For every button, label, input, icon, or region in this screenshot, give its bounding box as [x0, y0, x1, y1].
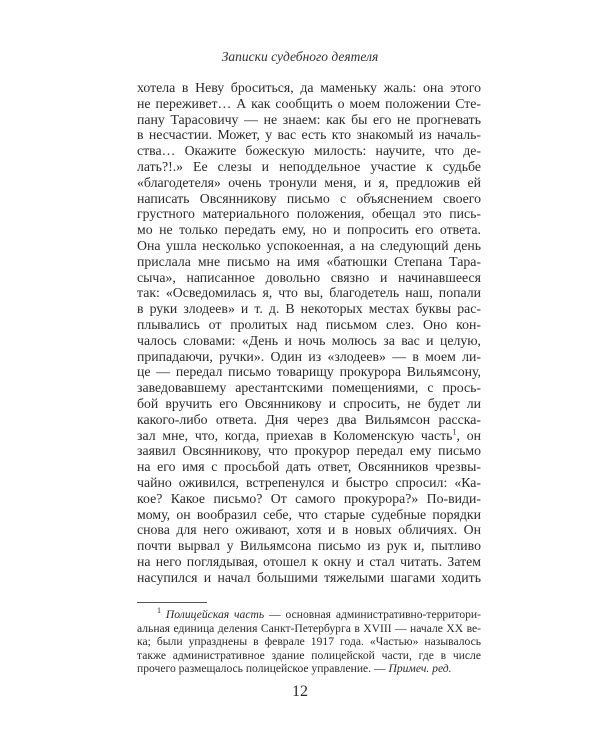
body-line: [137, 127, 481, 143]
body-line-text: мому, он вообразил себе, что старые судебные порядки: [137, 506, 481, 522]
body-line: [137, 270, 481, 286]
body-line-text: сыча», написанное довольно связно и начинавшееся: [137, 269, 481, 285]
footnote-divider: [137, 602, 207, 603]
body-line: [137, 238, 481, 254]
body-line-text: грустного материального положения, обещал это пись-: [137, 206, 481, 222]
body-line: [137, 143, 481, 159]
footnote-line: [137, 608, 481, 622]
body-line-text: , он: [456, 427, 481, 443]
footnote-line: также административное здание полицейской части, где в числе: [137, 648, 481, 662]
footnote-attribution: Примеч. ред.: [388, 662, 452, 676]
body-line-text: на него поглядывая, отошел к окну и стал читать. Затем: [137, 553, 481, 569]
body-line: [137, 80, 481, 96]
body-line-text: снова для него оживают, хотя и в новых обличиях. Он: [137, 522, 481, 538]
body-line: [137, 570, 481, 586]
body-line: [137, 428, 481, 444]
body-line-text: заявил Овсянникову, что прокурор передал ему письмо: [137, 443, 481, 459]
body-line: [137, 380, 481, 396]
footnote-marker: 1: [157, 606, 161, 616]
body-line-text: чайно оживился, встрепенулся и быстро спросил: «Ка-: [137, 474, 481, 490]
body-line-text: бой вручить его Овсянникову и спросить, не будет ли: [137, 395, 481, 411]
body-line-text: лать?!.» Ее слезы и неподдельное участие к судьбе: [137, 158, 481, 174]
body-line-text: написать Овсянникову письмо с объяснением своего: [137, 190, 481, 206]
body-line-text: пану Тарасовичу — не знаем: как бы его не прогневать: [137, 111, 481, 127]
body-line-text: плывались от пролитых над письмом слез. Оно кон-: [137, 316, 481, 332]
body-line-text: в несчастии. Может, у вас есть кто знакомый из началь-: [137, 127, 481, 143]
body-line-text: кое? Какое письмо? От самого прокурора?» По-види-: [137, 490, 481, 506]
body-line: [137, 112, 481, 128]
body-line: [137, 317, 481, 333]
body-line-text: припадаючи, ручки». Один из «злодеев» — в моем ли-: [137, 348, 481, 364]
body-line: [137, 396, 481, 412]
body-line: [137, 554, 481, 570]
body-line: [137, 159, 481, 175]
footnote-reference[interactable]: 1: [452, 426, 457, 436]
body-line: [137, 96, 481, 112]
body-line-text: в руки злодеев» и т. д. В некоторых местах буквы рас-: [137, 301, 481, 317]
body-line: [137, 301, 481, 317]
footnote: [137, 608, 481, 676]
body-line-text: на его имя с просьбой дать ответ, Овсянников чрезвы-: [137, 459, 481, 475]
body-line-text: мо не только передать ему, но и попросить его ответа.: [137, 222, 481, 238]
footnote-text: прочего размещалось полицейское управление. —: [137, 662, 389, 676]
body-line-text: зал мне, что, когда, приехав в Коломенскую часть: [137, 427, 453, 443]
body-line-text: чалось словами: «День и ночь молюсь за вас и целую,: [137, 332, 481, 348]
body-line: [137, 507, 481, 523]
body-line-text: «благодетеля» очень тронули меня, и я, предложив ей: [137, 174, 481, 190]
body-line: [137, 538, 481, 554]
body-line-text: це — передал письмо товарищу прокурора Вильямсону,: [137, 364, 481, 380]
body-line-text: какого-либо ответа. Дня через два Вильямсон расска-: [137, 411, 481, 427]
body-line-text: почти вырвал у Вильямсона письмо из рук и, пытливо: [137, 538, 481, 554]
body-line: [137, 254, 481, 270]
body-line: [137, 475, 481, 491]
body-line: [137, 349, 481, 365]
body-line: [137, 364, 481, 380]
body-line: [137, 459, 481, 475]
footnote-line: альная единица деления Санкт-Петербурга в XVIII — начале XX ве-: [137, 621, 481, 635]
body-line: [137, 443, 481, 459]
body-line-text: не переживет… А как сообщить о моем положении Сте-: [137, 95, 481, 111]
footnote-term: Полицейская часть: [165, 608, 265, 621]
body-line: [137, 206, 481, 222]
footnote-line: ка; были упразднены в феврале 1917 года. «Частью» называлось: [137, 635, 481, 649]
footnote-text: — основная административно-территори-: [264, 608, 481, 621]
body-line: [137, 285, 481, 301]
body-text: [137, 80, 481, 586]
body-line: [137, 222, 481, 238]
body-line-text: ства… Окажите божескую милость: научите, что де-: [137, 143, 481, 159]
footnote-line: [137, 662, 481, 676]
body-line: [137, 175, 481, 191]
body-line-text: прислала мне письмо на имя «батюшки Степана Тара-: [137, 253, 481, 269]
body-line: [137, 522, 481, 538]
body-line-text: насупился и начал большими тяжелыми шагами ходить: [137, 569, 481, 585]
body-line: [137, 333, 481, 349]
page-number: 12: [292, 683, 308, 700]
body-line: [137, 491, 481, 507]
body-line-text: заведовавшему арестантскими помещениями, с прось-: [137, 380, 481, 396]
body-line: [137, 412, 481, 428]
body-line-text: хотела в Неву броситься, да маменьку жаль: она этого: [137, 80, 481, 95]
body-line-text: так: «Осведомилась я, что вы, благодетель наш, попали: [137, 285, 481, 301]
body-line: [137, 191, 481, 207]
running-header: Записки судебного деятеля: [221, 49, 379, 64]
body-line-text: Она ушла несколько успокоенная, а на следующий день: [137, 237, 481, 253]
